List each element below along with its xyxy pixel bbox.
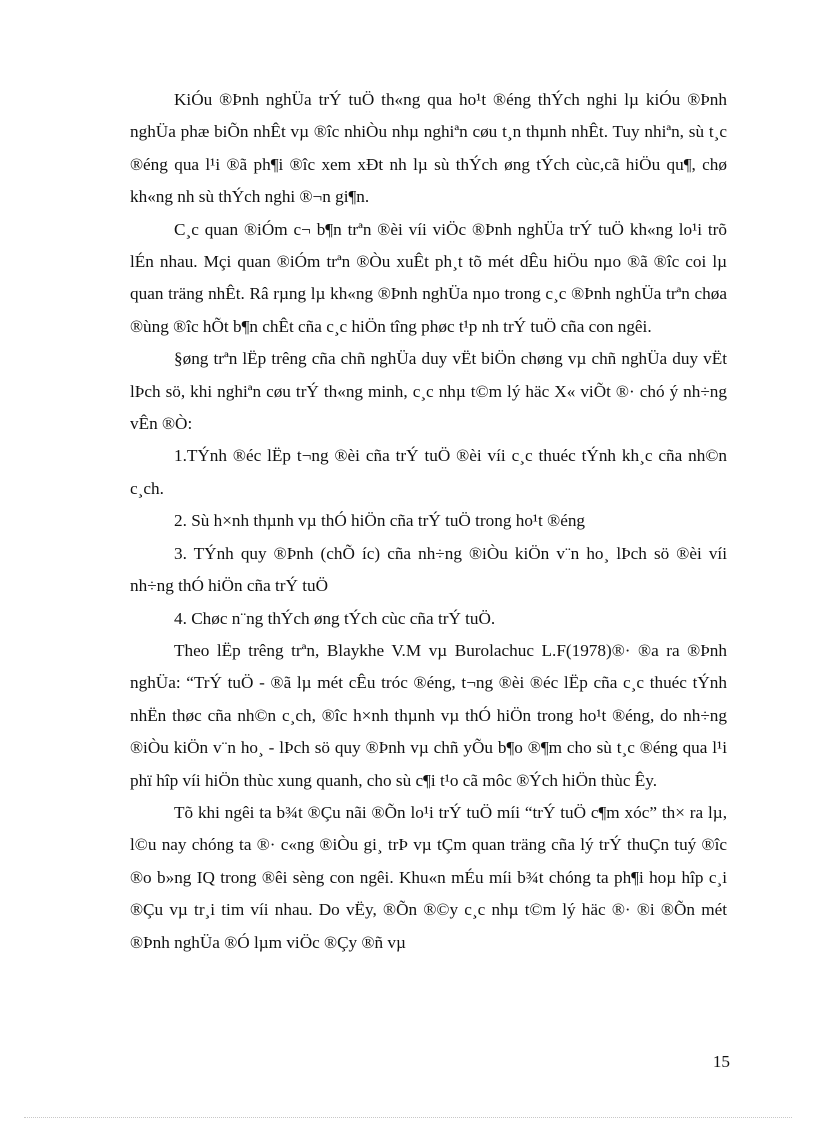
paragraph-emotional-intelligence: Tõ khi ngêi ta b¾t ®Çu nãi ®Õn lo¹i trÝ tuÖ míi “trÝ tuÖ c¶m xóc” th× ra lµ, l©u nay chóng ta ®· c«ng ®iÒu gi¸ trÞ vµ tÇm quan träng cña lý trÝ thuÇn tuý ®îc ®o b»ng IQ trong ®êi sèng con ngêi. Khu«n mÉu míi b¾t chóng ta ph¶i hoµ hîp c¸i ®Çu vµ tr¸i tim víi nhau. Do vËy, ®Õn ®©y c¸c nhµ t©m lý häc ®· ®i ®Õn mét ®Þnh nghÜa ®Ó lµm viÖc ®Çy ®ñ vµ — [130, 802, 727, 952]
list-item: 1.TÝnh ®éc lËp t¬ng ®èi cña trÝ tuÖ ®èi víi c¸c thuéc tÝnh kh¸c cña nh©n c¸ch. — [130, 446, 727, 498]
list-item: 3. TÝnh quy ®Þnh (chÕ íc) cña nh÷ng ®iÒu kiÖn v¨n ho¸ lÞch sö ®èi víi nh÷ng thÓ hiÖn cña trÝ tuÖ — [130, 543, 727, 596]
body-text — [130, 84, 727, 959]
paragraph-viewpoints: C¸c quan ®iÓm c¬ b¶n trªn ®èi víi viÖc ®Þnh nghÜa trÝ tuÖ kh«ng lo¹i trõ lÉn nhau. Mçi quan ®iÓm trªn ®Òu xuÊt ph¸t tõ mét dÊu hiÖu nµo ®ã ®îc coi lµ quan träng nhÊt. Râ rµng lµ kh«ng ®Þnh nghÜa nµo trong c¸c ®Þnh nghÜa trªn chøa ®ùng ®îc hÕt b¶n chÊt cña c¸c hiÖn tîng phøc t¹p nh trÝ tuÖ cña con ngêi. — [130, 219, 727, 336]
paragraph-adaptation-definition: KiÓu ®Þnh nghÜa trÝ tuÖ th«ng qua ho¹t ®éng thÝch nghi lµ kiÓu ®Þnh nghÜa phæ biÕn nhÊt vµ ®îc nhiÒu nhµ nghiªn cøu t¸n thµnh nhÊt. Tuy nhiªn, sù t¸c ®éng qua l¹i ®ã ph¶i ®îc xem xÐt nh lµ sù thÝch øng tÝch cùc,cã hiÖu qu¶, chø kh«ng nh sù thÝch nghi ®¬n gi¶n. — [130, 90, 727, 207]
paragraph-soviet-psychologists: §øng trªn lËp trêng cña chñ nghÜa duy vËt biÖn chøng vµ chñ nghÜa duy vËt lÞch sö, khi nghiªn cøu trÝ th«ng minh, c¸c nhµ t©m lý häc X« viÕt ®· chó ý nh÷ng vÊn ®Ò: — [130, 349, 727, 434]
list-item: 4. Chøc n¨ng thÝch øng tÝch cùc cña trÝ tuÖ. — [174, 608, 496, 628]
paragraph-blaykhe-definition: Theo lËp trêng trªn, Blaykhe V.M vµ Burolachuc L.F(1978)®· ®a ra ®Þnh nghÜa: “TrÝ tuÖ - ®ã lµ mét cÊu tróc ®éng, t¬ng ®èi ®éc lËp cña c¸c thuéc tÝnh nhËn thøc cña nh©n c¸ch, ®îc h×nh thµnh vµ thÓ hiÖn trong ho¹t ®éng, do nh÷ng ®iÒu kiÖn v¨n ho¸ - lÞch sö quy ®Þnh vµ chñ yÕu b¶o ®¶m cho sù t¸c ®éng qua l¹i phï hîp víi hiÖn thùc xung quanh, cho sù c¶i t¹o cã môc ®Ých hiÖn thùc Êy. — [130, 640, 727, 790]
page-number: 15 — [712, 1052, 730, 1071]
list-item: 2. Sù h×nh thµnh vµ thÓ hiÖn cña trÝ tuÖ trong ho¹t ®éng — [174, 511, 586, 531]
footer-divider — [24, 1117, 792, 1118]
